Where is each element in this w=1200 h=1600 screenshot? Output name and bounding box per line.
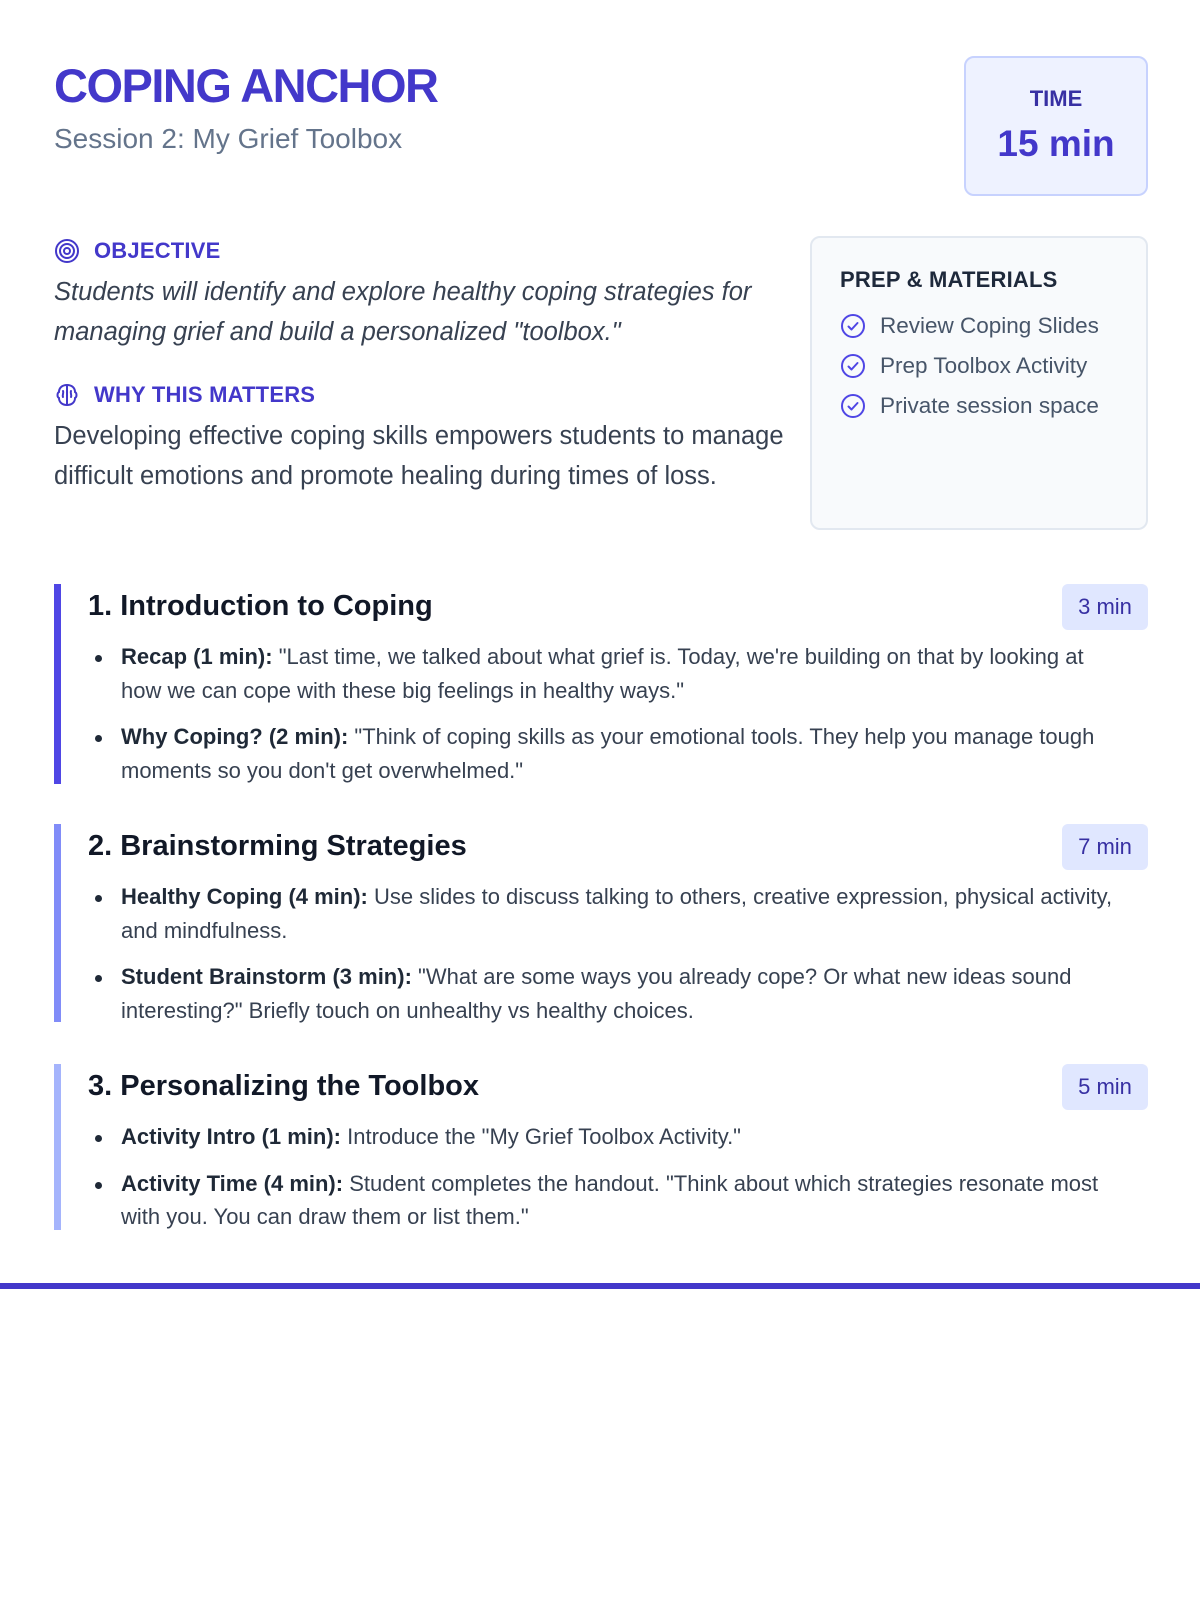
list-item: [88, 720, 1128, 787]
duration-badge: 3 min: [1062, 584, 1148, 630]
bullet-text: "What are some ways you already cope? Or what new ideas sound interesting?" Briefly touch on unhealthy vs healthy choices.: [121, 964, 1072, 1023]
prep-materials-box: [810, 236, 1148, 530]
bullet-label: Healthy Coping (4 min):: [121, 884, 368, 909]
why-text: Developing effective coping skills empowers students to manage difficult emotions and promote healing during times of loss.: [54, 422, 784, 490]
step-2: [54, 824, 1148, 1022]
session-subtitle: Session 2: My Grief Toolbox: [54, 123, 403, 154]
intro-section: [54, 236, 784, 496]
header: [54, 56, 1148, 196]
check-circle-icon: [840, 313, 866, 339]
bullet-label: Activity Time (4 min):: [121, 1170, 344, 1196]
time-box: [964, 56, 1148, 196]
duration-badge: 7 min: [1062, 824, 1148, 870]
time-value: 15 min: [997, 123, 1115, 164]
step-header: [88, 1064, 1148, 1110]
prep-title: PREP & MATERIALS: [840, 267, 1058, 292]
step-title: 1. Introduction to Coping: [88, 590, 433, 622]
bullet-label: Why Coping? (2 min):: [121, 724, 349, 749]
list-item: [88, 640, 1128, 707]
why-label: WHY THIS MATTERS: [94, 382, 316, 407]
step-title: 2. Brainstorming Strategies: [88, 830, 467, 862]
time-label: TIME: [1029, 86, 1083, 111]
list-item: [88, 880, 1128, 947]
bullet-text: "Think of coping skills as your emotional tools. They help you manage tough moments so you don't get overwhelmed.": [121, 724, 1095, 783]
page-title: COPING ANCHOR: [54, 59, 438, 112]
bullet-text: Use slides to discuss talking to others, creative expression, physical activity, and mindfulness.: [121, 884, 1113, 943]
why-heading: [54, 380, 784, 410]
step-3: [54, 1064, 1148, 1230]
bullet-text: Introduce the "My Grief Toolbox Activity.": [341, 1124, 741, 1149]
bullet-label: Recap (1 min):: [121, 644, 273, 669]
list-item: [88, 960, 1128, 1027]
duration-badge: 5 min: [1062, 1064, 1148, 1110]
bottom-divider: [0, 1283, 1200, 1289]
step-bullets: [88, 880, 1148, 1027]
bullet-text: "Last time, we talked about what grief is. Today, we're building on that by looking at how we can cope with these big feelings in healthy ways.": [121, 644, 1084, 703]
objective-label: OBJECTIVE: [94, 238, 221, 263]
prep-item-label: Prep Toolbox Activity: [880, 353, 1088, 378]
prep-item-label: Private session space: [880, 393, 1099, 418]
objective-text: Students will identify and explore healthy coping strategies for managing grief and build a personalized "toolbox.": [54, 278, 752, 346]
prep-item: [840, 306, 1146, 346]
step-header: [88, 584, 1148, 630]
target-icon: [54, 238, 80, 264]
list-item: [88, 1167, 1128, 1234]
step-bullets: [88, 1120, 1148, 1234]
bullet-label: Activity Intro (1 min):: [121, 1124, 342, 1149]
check-circle-icon: [840, 353, 866, 379]
prep-item-label: Review Coping Slides: [880, 313, 1099, 338]
step-1: [54, 584, 1148, 784]
step-bullets: [88, 640, 1148, 787]
prep-item: [840, 346, 1146, 386]
step-header: [88, 824, 1148, 870]
prep-list: [840, 306, 1146, 426]
bullet-label: Student Brainstorm (3 min):: [121, 964, 412, 989]
objective-heading: [54, 236, 784, 266]
step-title: 3. Personalizing the Toolbox: [88, 1070, 480, 1102]
prep-item: [840, 386, 1146, 426]
check-circle-icon: [840, 393, 866, 419]
bullet-text: Student completes the handout. "Think about which strategies resonate most with you. You can draw them or list them.": [121, 1170, 1099, 1229]
brain-icon: [54, 382, 80, 408]
list-item: [88, 1120, 1128, 1154]
